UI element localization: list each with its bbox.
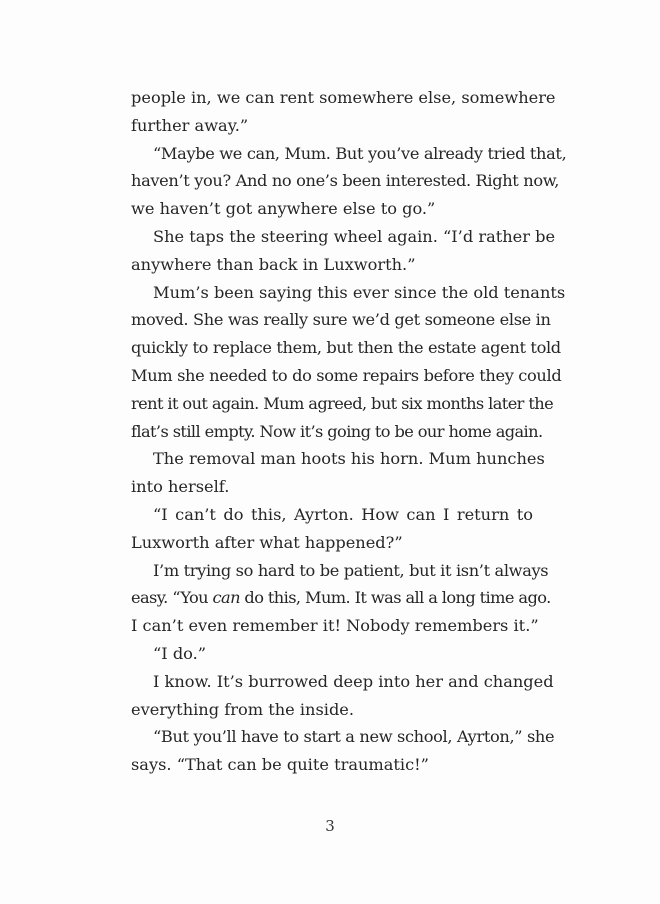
text-line: moved. She was really sure we’d get someone else in (131, 310, 551, 330)
text-line: haven’t you? And no one’s been interested. Right now, (131, 171, 560, 191)
text-line: “Maybe we can, Mum. But you’ve already tried that, (153, 143, 567, 163)
text-line: into herself. (131, 477, 230, 497)
text-line (131, 584, 551, 612)
text-line: The removal man hoots his horn. Mum hunches (153, 449, 545, 469)
text-line: I can’t even remember it! Nobody remembers it.” (131, 616, 539, 636)
body-text (131, 84, 567, 779)
emphasis-text: can (212, 588, 240, 608)
text-line: quickly to replace them, but then the estate agent told (131, 338, 561, 358)
text-line: “I can’t do this, Ayrton. How can I return to (153, 504, 533, 524)
text-line: everything from the inside. (131, 699, 355, 719)
text-line: Mum’s been saying this ever since the old tenants (153, 282, 566, 302)
text-line: says. “That can be quite traumatic!” (131, 755, 429, 775)
text-line: people in, we can rent somewhere else, somewhere (131, 88, 556, 107)
text-line: I know. It’s burrowed deep into her and changed (153, 671, 554, 691)
text-line: further away.” (131, 115, 249, 135)
text-line: Mum she needed to do some repairs before they could (131, 365, 562, 385)
text-line: She taps the steering wheel again. “I’d rather be (153, 226, 556, 246)
text-line: “I do.” (153, 643, 207, 663)
text-line: Luxworth after what happened?” (131, 532, 403, 552)
text-line: anywhere than back in Luxworth.” (131, 254, 416, 274)
page-number: 3 (325, 817, 335, 835)
text-run: easy. “You (131, 588, 213, 608)
text-run: do this, Mum. It was all a long time ago. (239, 588, 551, 608)
text-line: I’m trying so hard to be patient, but it isn’t always (153, 560, 549, 580)
text-line: rent it out again. Mum agreed, but six months later the (131, 393, 554, 413)
text-line: we haven’t got anywhere else to go.” (131, 199, 436, 219)
text-line: “But you’ll have to start a new school, Ayrton,” she (153, 727, 555, 747)
text-line: flat’s still empty. Now it’s going to be our home again. (131, 421, 543, 441)
